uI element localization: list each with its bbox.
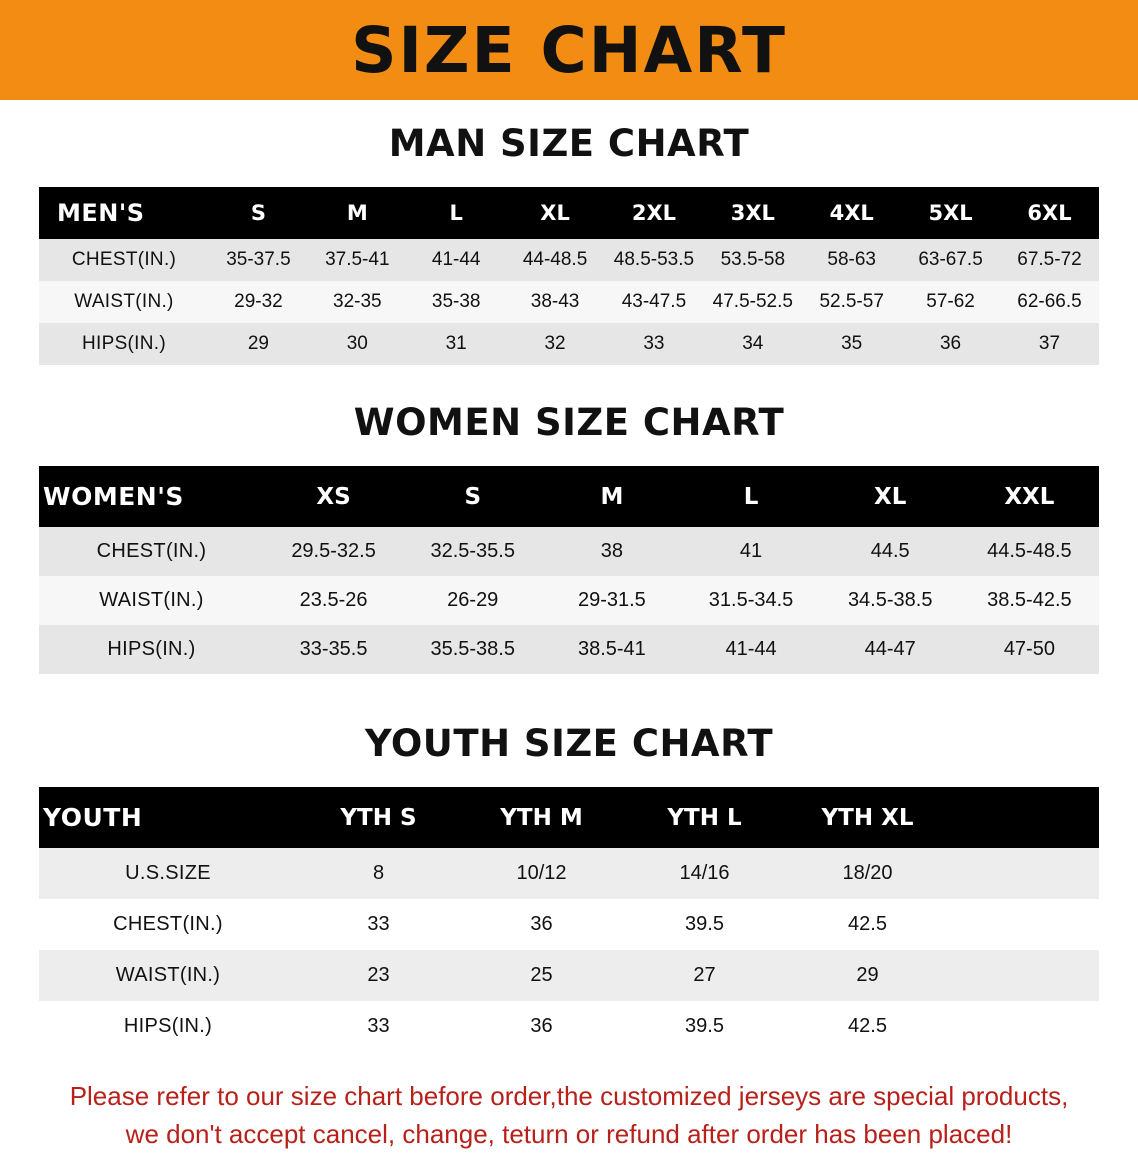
cell: 35-38 — [431, 291, 481, 312]
cell: 62-66.5 — [1017, 291, 1082, 312]
cell: 31.5-34.5 — [708, 589, 794, 611]
cell: 47.5-52.5 — [712, 291, 793, 312]
cell: 42.5 — [848, 1015, 887, 1037]
cell-spacer — [949, 950, 1099, 1001]
cell: 48.5-53.5 — [613, 249, 695, 270]
cell: 36 — [939, 333, 962, 354]
youth-col-header: YTH M — [500, 804, 583, 831]
women-section-title: WOMEN SIZE CHART — [353, 401, 785, 444]
cell: 35 — [841, 333, 863, 354]
man-col-header: 3XL — [730, 201, 775, 225]
cell: 42.5 — [848, 913, 887, 935]
table-row — [39, 239, 1099, 281]
cell: 36 — [530, 1015, 553, 1037]
women-col-header: XXL — [1004, 483, 1055, 510]
youth-size-table — [39, 787, 1099, 1052]
cell: 29-32 — [234, 291, 283, 312]
order-notice-line-1: Please refer to our size chart before order,the customized jerseys are special products, — [69, 1081, 1069, 1111]
cell: 27 — [693, 964, 716, 986]
youth-size-table-wrap — [39, 787, 1099, 1052]
youth-table-head — [39, 787, 1099, 848]
cell: 41-44 — [725, 638, 777, 660]
cell: 35-37.5 — [226, 249, 291, 270]
cell: 44.5-48.5 — [987, 540, 1072, 562]
man-col-header: 6XL — [1027, 201, 1072, 225]
cell: 39.5 — [685, 913, 724, 935]
cell: 44-48.5 — [522, 249, 588, 270]
cell: 44.5 — [870, 540, 910, 562]
cell: 38.5-41 — [577, 638, 646, 660]
cell: 35.5-38.5 — [430, 638, 515, 660]
man-section-title: MAN SIZE CHART — [388, 122, 750, 165]
row-label: CHEST(IN.) — [96, 540, 207, 562]
cell: 67.5-72 — [1017, 249, 1082, 270]
youth-col-header: YTH L — [667, 804, 742, 831]
cell: 58-63 — [827, 249, 876, 270]
cell-spacer — [949, 848, 1099, 899]
man-col-header: M — [346, 201, 368, 225]
man-col-header: S — [250, 201, 266, 225]
row-label: HIPS(IN.) — [82, 333, 166, 354]
cell: 38.5-42.5 — [987, 589, 1072, 611]
row-label: CHEST(IN.) — [71, 249, 177, 270]
women-col-header: M — [600, 483, 624, 510]
cell: 23 — [367, 964, 390, 986]
cell: 43-47.5 — [621, 291, 687, 312]
man-size-table — [39, 187, 1099, 365]
cell: 34 — [742, 333, 764, 354]
cell: 26-29 — [447, 589, 499, 611]
women-table-head — [39, 466, 1099, 527]
cell: 53.5-58 — [720, 249, 786, 270]
row-label: WAIST(IN.) — [115, 964, 221, 986]
man-col-header: 5XL — [928, 201, 973, 225]
women-col-header: L — [743, 483, 759, 510]
women-table-body — [39, 527, 1099, 674]
cell: 33-35.5 — [299, 638, 368, 660]
man-table-body — [39, 239, 1099, 365]
row-label: HIPS(IN.) — [123, 1015, 213, 1037]
women-col-header: S — [464, 483, 482, 510]
women-size-table — [39, 466, 1099, 674]
man-size-table-wrap — [39, 187, 1099, 365]
cell: 33 — [367, 1015, 390, 1037]
page-title: SIZE CHART — [351, 13, 787, 87]
youth-section-title: YOUTH SIZE CHART — [364, 722, 774, 765]
table-header-row — [39, 787, 1099, 848]
cell: 29.5-32.5 — [291, 540, 376, 562]
table-row — [39, 950, 1099, 1001]
cell: 37 — [1038, 333, 1061, 354]
row-label: WAIST(IN.) — [99, 589, 204, 611]
cell: 63-67.5 — [918, 249, 983, 270]
man-col-header: 2XL — [631, 201, 677, 225]
table-row — [39, 323, 1099, 365]
cell: 23.5-26 — [299, 589, 368, 611]
cell: 41-44 — [431, 249, 481, 270]
cell: 30 — [346, 333, 368, 354]
cell: 29 — [856, 964, 879, 986]
order-notice-line-2: we don't accept cancel, change, teturn or refund after order has been placed! — [125, 1118, 1013, 1149]
cell: 36 — [530, 913, 553, 935]
women-col-header: XL — [874, 483, 907, 510]
man-table-head — [39, 187, 1099, 239]
cell: 39.5 — [685, 1015, 724, 1037]
page-banner — [0, 0, 1138, 100]
cell: 38-43 — [530, 291, 580, 312]
women-header-label: WOMEN'S — [43, 482, 184, 511]
table-row — [39, 625, 1099, 674]
cell-spacer — [949, 899, 1099, 950]
cell: 32 — [544, 333, 566, 354]
cell: 33 — [367, 913, 390, 935]
order-notice — [39, 1078, 1099, 1153]
women-col-header: XS — [316, 483, 351, 510]
youth-col-header: YTH XL — [821, 804, 914, 831]
youth-spacer-header — [949, 787, 1099, 848]
cell: 33 — [643, 333, 665, 354]
table-row — [39, 527, 1099, 576]
cell: 38 — [600, 540, 624, 562]
row-label: CHEST(IN.) — [113, 913, 223, 935]
cell: 25 — [530, 964, 553, 986]
cell: 37.5-41 — [325, 249, 390, 270]
cell: 52.5-57 — [819, 291, 884, 312]
youth-table-body — [39, 848, 1099, 1052]
table-row — [39, 848, 1099, 899]
cell-spacer — [949, 1001, 1099, 1052]
table-row — [39, 576, 1099, 625]
cell: 57-62 — [926, 291, 975, 312]
row-label: WAIST(IN.) — [74, 291, 174, 312]
cell: 29 — [247, 333, 269, 354]
cell: 32-35 — [333, 291, 382, 312]
table-row — [39, 281, 1099, 323]
man-col-header: XL — [540, 201, 570, 225]
table-header-row — [39, 466, 1099, 527]
cell: 18/20 — [842, 862, 893, 884]
table-header-row — [39, 187, 1099, 239]
cell: 29-31.5 — [577, 589, 646, 611]
cell: 44-47 — [864, 638, 916, 660]
cell: 31 — [445, 333, 467, 354]
man-col-header: 4XL — [829, 201, 874, 225]
table-row — [39, 1001, 1099, 1052]
cell: 14/16 — [679, 862, 730, 884]
row-label: U.S.SIZE — [125, 862, 211, 884]
cell: 8 — [372, 862, 385, 884]
cell: 34.5-38.5 — [847, 589, 933, 611]
row-label: HIPS(IN.) — [107, 638, 196, 660]
cell: 41 — [739, 540, 763, 562]
cell: 10/12 — [516, 862, 567, 884]
cell: 47-50 — [1003, 638, 1055, 660]
man-header-label: MEN'S — [57, 199, 145, 227]
cell: 32.5-35.5 — [430, 540, 515, 562]
table-row — [39, 899, 1099, 950]
women-size-table-wrap — [39, 466, 1099, 674]
youth-header-label: YOUTH — [43, 803, 143, 832]
man-col-header: L — [449, 201, 463, 225]
youth-col-header: YTH S — [340, 804, 417, 831]
